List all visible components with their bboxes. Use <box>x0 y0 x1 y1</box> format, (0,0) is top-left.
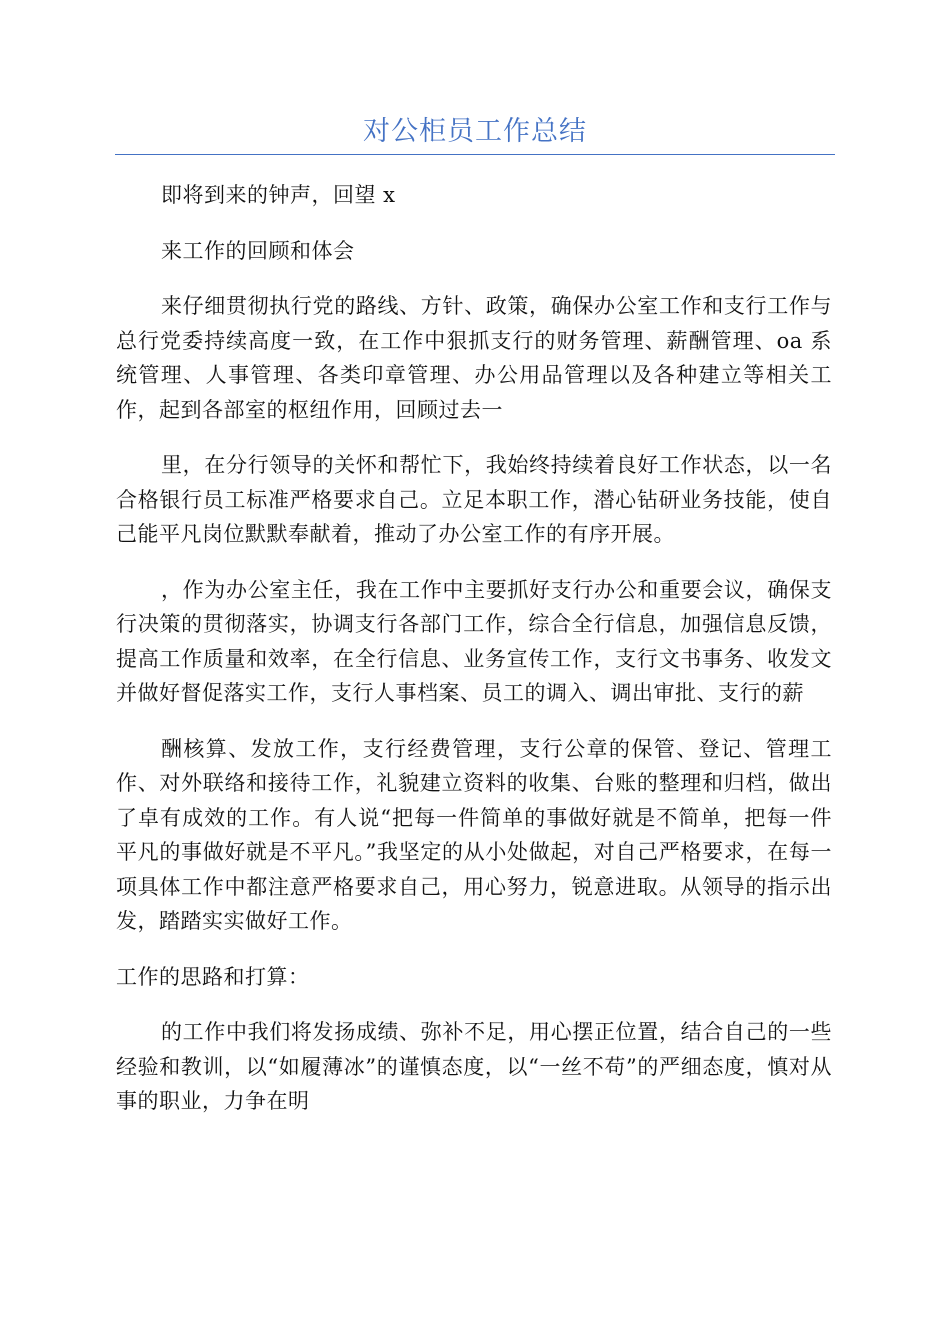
title-underline <box>115 154 835 155</box>
paragraph: ，作为办公室主任，我在工作中主要抓好支行办公和重要会议，确保支行决策的贯彻落实，协调支行各部门工作，综合全行信息，加强信息反馈，提高工作质量和效率，在全行信息、业务宣传工作，支行文书事务、收发文并做好督促落实工作，支行人事档案、员工的调入、调出审批、支行的薪 <box>116 577 832 705</box>
document-title: 对公柜员工作总结 <box>363 116 587 147</box>
paragraph: 即将到来的钟声，回望 x <box>161 183 396 207</box>
paragraph: 来工作的回顾和体会 <box>161 238 355 263</box>
paragraph: 里，在分行领导的关怀和帮忙下，我始终持续着良好工作状态，以一名合格银行员工标准严格要求自己。立足本职工作，潜心钻研业务技能，使自己能平凡岗位默默奉献着，推动了办公室工作的有序开展。 <box>116 453 832 546</box>
paragraph: 的工作中我们将发扬成绩、弥补不足，用心摆正位置，结合自己的一些经验和教训，以“如履薄冰”的谨慎态度，以“一丝不苟”的严细态度，慎对从事的职业，力争在明 <box>116 1020 832 1113</box>
paragraph: 来仔细贯彻执行党的路线、方针、政策，确保办公室工作和支行工作与总行党委持续高度一致，在工作中狠抓支行的财务管理、薪酬管理、oa 系统管理、人事管理、各类印章管理、办公用品管理以及各种建立等相关工作，起到各部室的枢纽作用，回顾过去一 <box>116 294 832 422</box>
paragraph: 酬核算、发放工作，支行经费管理，支行公章的保管、登记、管理工作、对外联络和接待工作，礼貌建立资料的收集、台账的整理和归档，做出了卓有成效的工作。有人说“把每一件简单的事做好就是不简单，把每一件平凡的事做好就是不平凡。”我坚定的从小处做起，对自己严格要求，在每一项具体工作中都注意严格要求自己，用心努力，锐意进取。从领导的指示出发，踏踏实实做好工作。 <box>116 736 832 933</box>
document-body <box>116 178 832 1140</box>
section-heading: 工作的思路和打算： <box>116 964 310 989</box>
